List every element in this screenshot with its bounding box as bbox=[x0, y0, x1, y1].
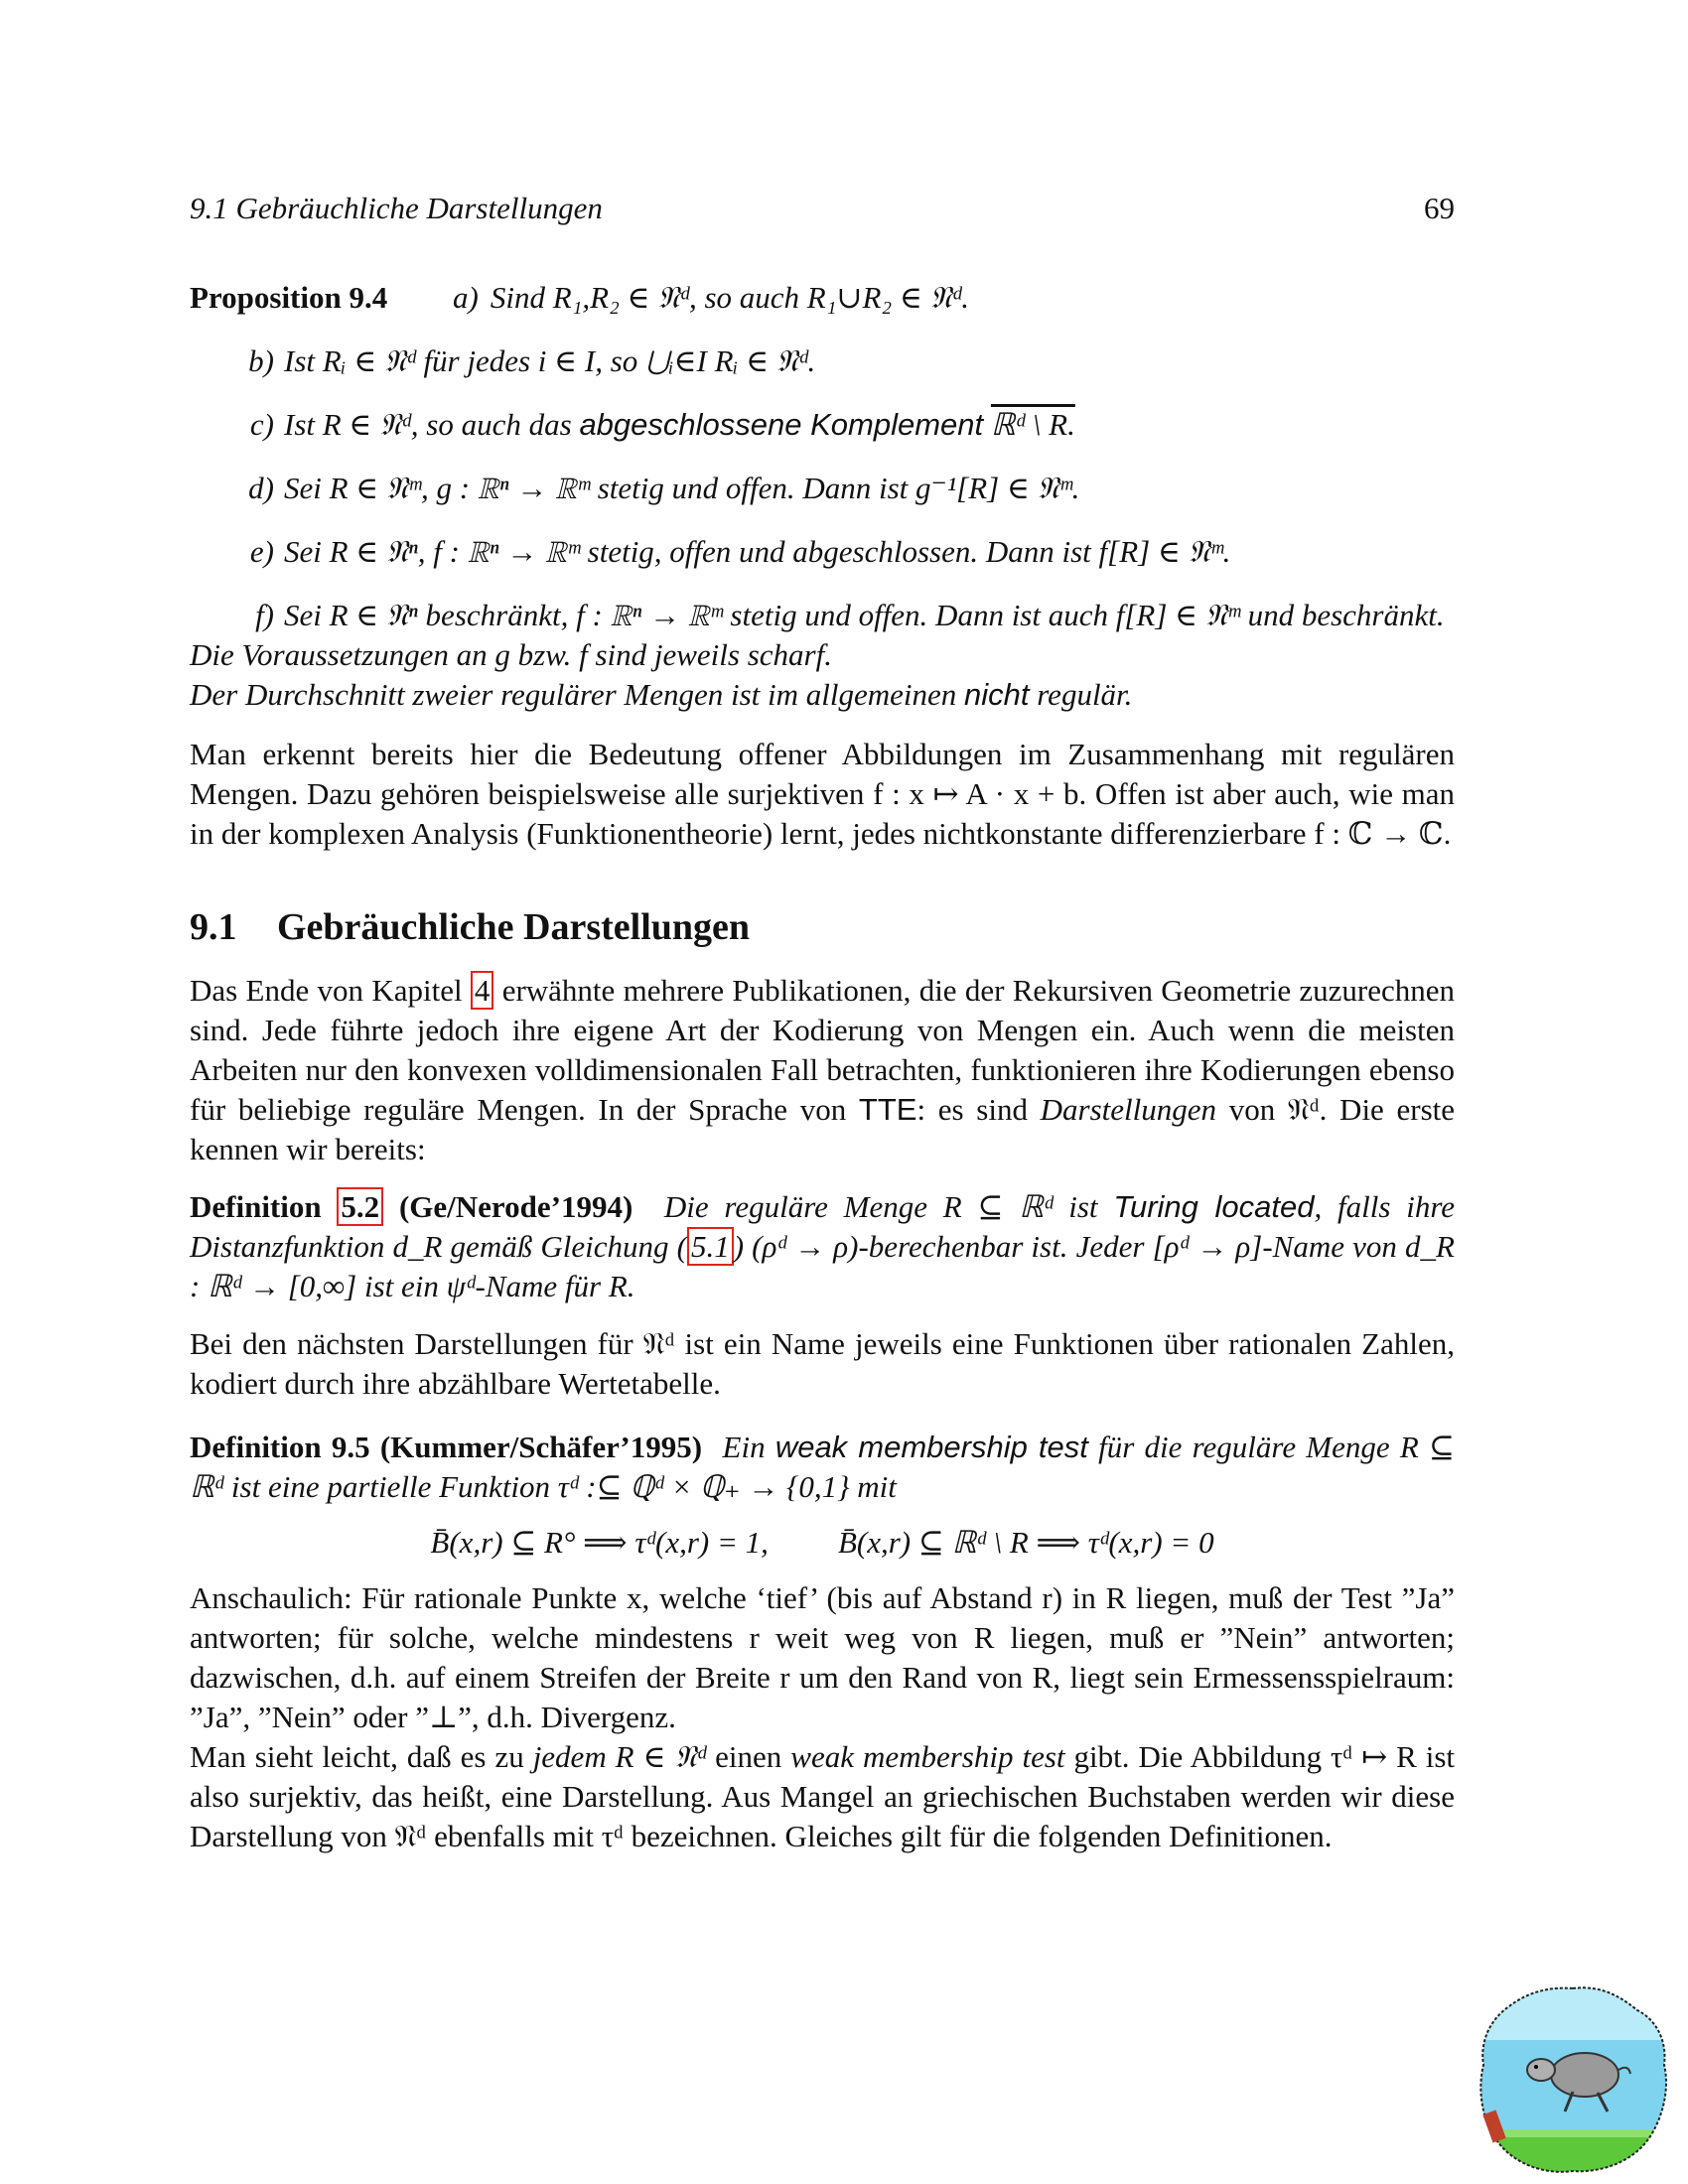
def95-text-a: Ein bbox=[722, 1430, 766, 1464]
list-item bbox=[190, 469, 1455, 508]
formula-right: B̄(x,r) ⊆ ℝᵈ \ R ⟹ τᵈ(x,r) = 0 bbox=[837, 1525, 1214, 1560]
para5-text-a: Man sieht leicht, daß es zu bbox=[190, 1739, 524, 1774]
def52-author: (Ge/Nerode’1994) bbox=[398, 1189, 633, 1224]
para5-text-d: weak membership test bbox=[790, 1739, 1065, 1774]
item-a-text: Sind R₁,R₂ ∈ 𝔑ᵈ, so auch R₁∪R₂ ∈ 𝔑ᵈ. bbox=[490, 280, 970, 315]
item-f-text: Sei R ∈ 𝔑ⁿ beschränkt, f : ℝⁿ → ℝᵐ stetig und offen. Dann ist auch f[R] ∈ 𝔑ᵐ und beschränkt. bbox=[284, 598, 1445, 632]
def52-label: Definition bbox=[190, 1189, 322, 1224]
list-item bbox=[190, 532, 1455, 572]
para2-text-d: von 𝔑ᵈ. Die erste kennen wir bereits: bbox=[190, 1092, 1456, 1166]
proposition-note-1: Die Voraussetzungen an g bzw. f sind jeweils scharf. bbox=[190, 637, 832, 672]
item-b-text: Ist Rᵢ ∈ 𝔑ᵈ für jedes i ∈ I, so ⋃ᵢ∈I Rᵢ ∈ 𝔑ᵈ. bbox=[284, 343, 816, 378]
turing-located-term: Turing located bbox=[1113, 1189, 1315, 1224]
item-b-label: b) bbox=[248, 343, 274, 378]
def95-text-b: für die reguläre Menge R ⊆ ℝᵈ ist eine partielle Funktion τᵈ :⊆ ℚᵈ × ℚ₊ → {0,1} mit bbox=[190, 1430, 1456, 1504]
paragraph-surjective bbox=[190, 1737, 1455, 1856]
para2-text-c: : es sind bbox=[916, 1092, 1028, 1127]
section-title: Gebräuchliche Darstellungen bbox=[277, 906, 751, 948]
proposition-note-2 bbox=[190, 675, 1455, 715]
item-c-label: c) bbox=[249, 407, 274, 442]
def95-label: Definition 9.5 (Kummer/Schäfer’1995) bbox=[190, 1430, 703, 1464]
equation-5-1-link[interactable]: 5.1 bbox=[687, 1227, 734, 1266]
proposition-9-4 bbox=[190, 278, 1455, 715]
tte-term: TTE bbox=[858, 1092, 917, 1127]
definition-9-5 bbox=[190, 1428, 1455, 1507]
running-header-section: 9.1 Gebräuchliche Darstellungen bbox=[190, 191, 603, 225]
paragraph-open-maps: Man erkennt bereits hier die Bedeutung offener Abbildungen im Zusammenhang mit regulären Mengen. Dazu gehören beispielsweise alle surjektiven f : x ↦ A · x + b. Offen ist aber auch, wie man in der komplexen Analysis (Funktionentheorie) lernt, jedes nichtkonstante differenzierbare f : ℂ → ℂ. bbox=[190, 737, 1455, 851]
page bbox=[190, 189, 1455, 1856]
item-d-text: Sei R ∈ 𝔑ᵐ, g : ℝⁿ → ℝᵐ stetig und offen. Dann ist g⁻¹[R] ∈ 𝔑ᵐ. bbox=[284, 471, 1080, 505]
note2-emphasis: nicht bbox=[964, 677, 1030, 712]
para2-text-a: Das Ende von Kapitel bbox=[190, 973, 463, 1008]
weak-membership-term: weak membership test bbox=[774, 1430, 1088, 1464]
def52-text-c: ) (ρᵈ → ρ)-berechenbar ist. Jeder [ρᵈ → ρ]-Name von d_R : ℝᵈ → [0,∞] ist ein ψᵈ-Name für R. bbox=[190, 1229, 1455, 1303]
formula-left: B̄(x,r) ⊆ R° ⟹ τᵈ(x,r) = 1, bbox=[430, 1525, 769, 1560]
note2-part-c: regulär. bbox=[1037, 677, 1133, 712]
paragraph-names: Bei den nächsten Darstellungen für 𝔑ᵈ ist ein Name jeweils eine Funktionen über rationalen Zahlen, kodiert durch ihre abzählbare Wertetabelle. bbox=[190, 1326, 1455, 1401]
item-c-term: abgeschlossene Komplement bbox=[579, 407, 984, 442]
para5-text-c: einen bbox=[715, 1739, 782, 1774]
item-a-label: a) bbox=[453, 280, 479, 315]
paragraph-illustration: Anschaulich: Für rationale Punkte x, welche ‘tief’ (bis auf Abstand r) in R liegen, muß der Test ”Ja” antworten; für solche, welche mindestens r weit weg von R liegen, muß er ”Nein” antworten; dazwischen, d.h. auf einem Streifen der Breite r um den Rand von R, liegt sein Ermessensspielraum: ”Ja”, ”Nein” oder ”⊥”, d.h. Divergenz. bbox=[190, 1580, 1455, 1734]
mascot-svg bbox=[1474, 1980, 1672, 2179]
item-e-text: Sei R ∈ 𝔑ⁿ, f : ℝⁿ → ℝᵐ stetig, offen und abgeschlossen. Dann ist f[R] ∈ 𝔑ᵐ. bbox=[284, 534, 1231, 569]
para5-text-e: gibt. Die Abbildung τᵈ ↦ R ist also surjektiv, das heißt, eine Darstellung. Aus Mangel an griechischen Buchstaben werden wir diese Darstellung von 𝔑ᵈ ebenfalls mit τᵈ bezeichnen. Gleiches gilt für die folgenden Definitionen. bbox=[190, 1739, 1456, 1853]
item-c-text: Ist R ∈ 𝔑ᵈ, so auch das bbox=[284, 407, 572, 442]
proposition-label: Proposition 9.4 bbox=[190, 280, 388, 315]
paragraph-representations bbox=[190, 971, 1455, 1169]
item-e-label: e) bbox=[249, 534, 274, 569]
para2-text-b: erwähnte mehrere Publikationen, die der Rekursiven Geometrie zuzurechnen sind. Jede führte jedoch ihre eigene Art der Kodierung von Mengen ein. Auch wenn die meisten Arbeiten nur den konvexen volldimensionalen Fall betrachten, funktionieren ihre Kodierungen ebenso für beliebige reguläre Mengen. In der Sprache von bbox=[190, 973, 1456, 1127]
darstellungen-term: Darstellungen bbox=[1040, 1092, 1217, 1127]
proposition-items bbox=[190, 341, 1455, 635]
running-header bbox=[190, 189, 1455, 228]
item-c-tail: ℝᵈ \ R. bbox=[990, 407, 1075, 442]
list-item bbox=[190, 341, 1455, 381]
def52-text-b: , falls ihre Distanzfunktion d_R gemäß Gleichung ( bbox=[190, 1189, 1456, 1264]
list-item bbox=[190, 596, 1455, 635]
sheep-mascot-icon bbox=[1474, 1980, 1672, 2184]
para5-text-b: jedem R ∈ 𝔑ᵈ bbox=[532, 1739, 707, 1774]
definition-5-2-link[interactable]: 5.2 bbox=[337, 1187, 383, 1226]
note2-part-a: Der Durchschnitt zweier regulärer Mengen ist im allgemeinen bbox=[190, 677, 957, 712]
section-heading bbox=[190, 905, 1455, 949]
definition-5-2 bbox=[190, 1187, 1455, 1306]
chapter-4-link[interactable]: 4 bbox=[471, 971, 494, 1010]
list-item bbox=[190, 405, 1455, 445]
section-number: 9.1 bbox=[190, 906, 237, 948]
def52-text-a: Die reguläre Menge R ⊆ ℝᵈ ist bbox=[663, 1189, 1098, 1224]
page-number: 69 bbox=[1424, 191, 1455, 225]
item-f-label: f) bbox=[255, 598, 274, 632]
item-d-label: d) bbox=[248, 471, 274, 505]
display-formula bbox=[190, 1523, 1455, 1563]
